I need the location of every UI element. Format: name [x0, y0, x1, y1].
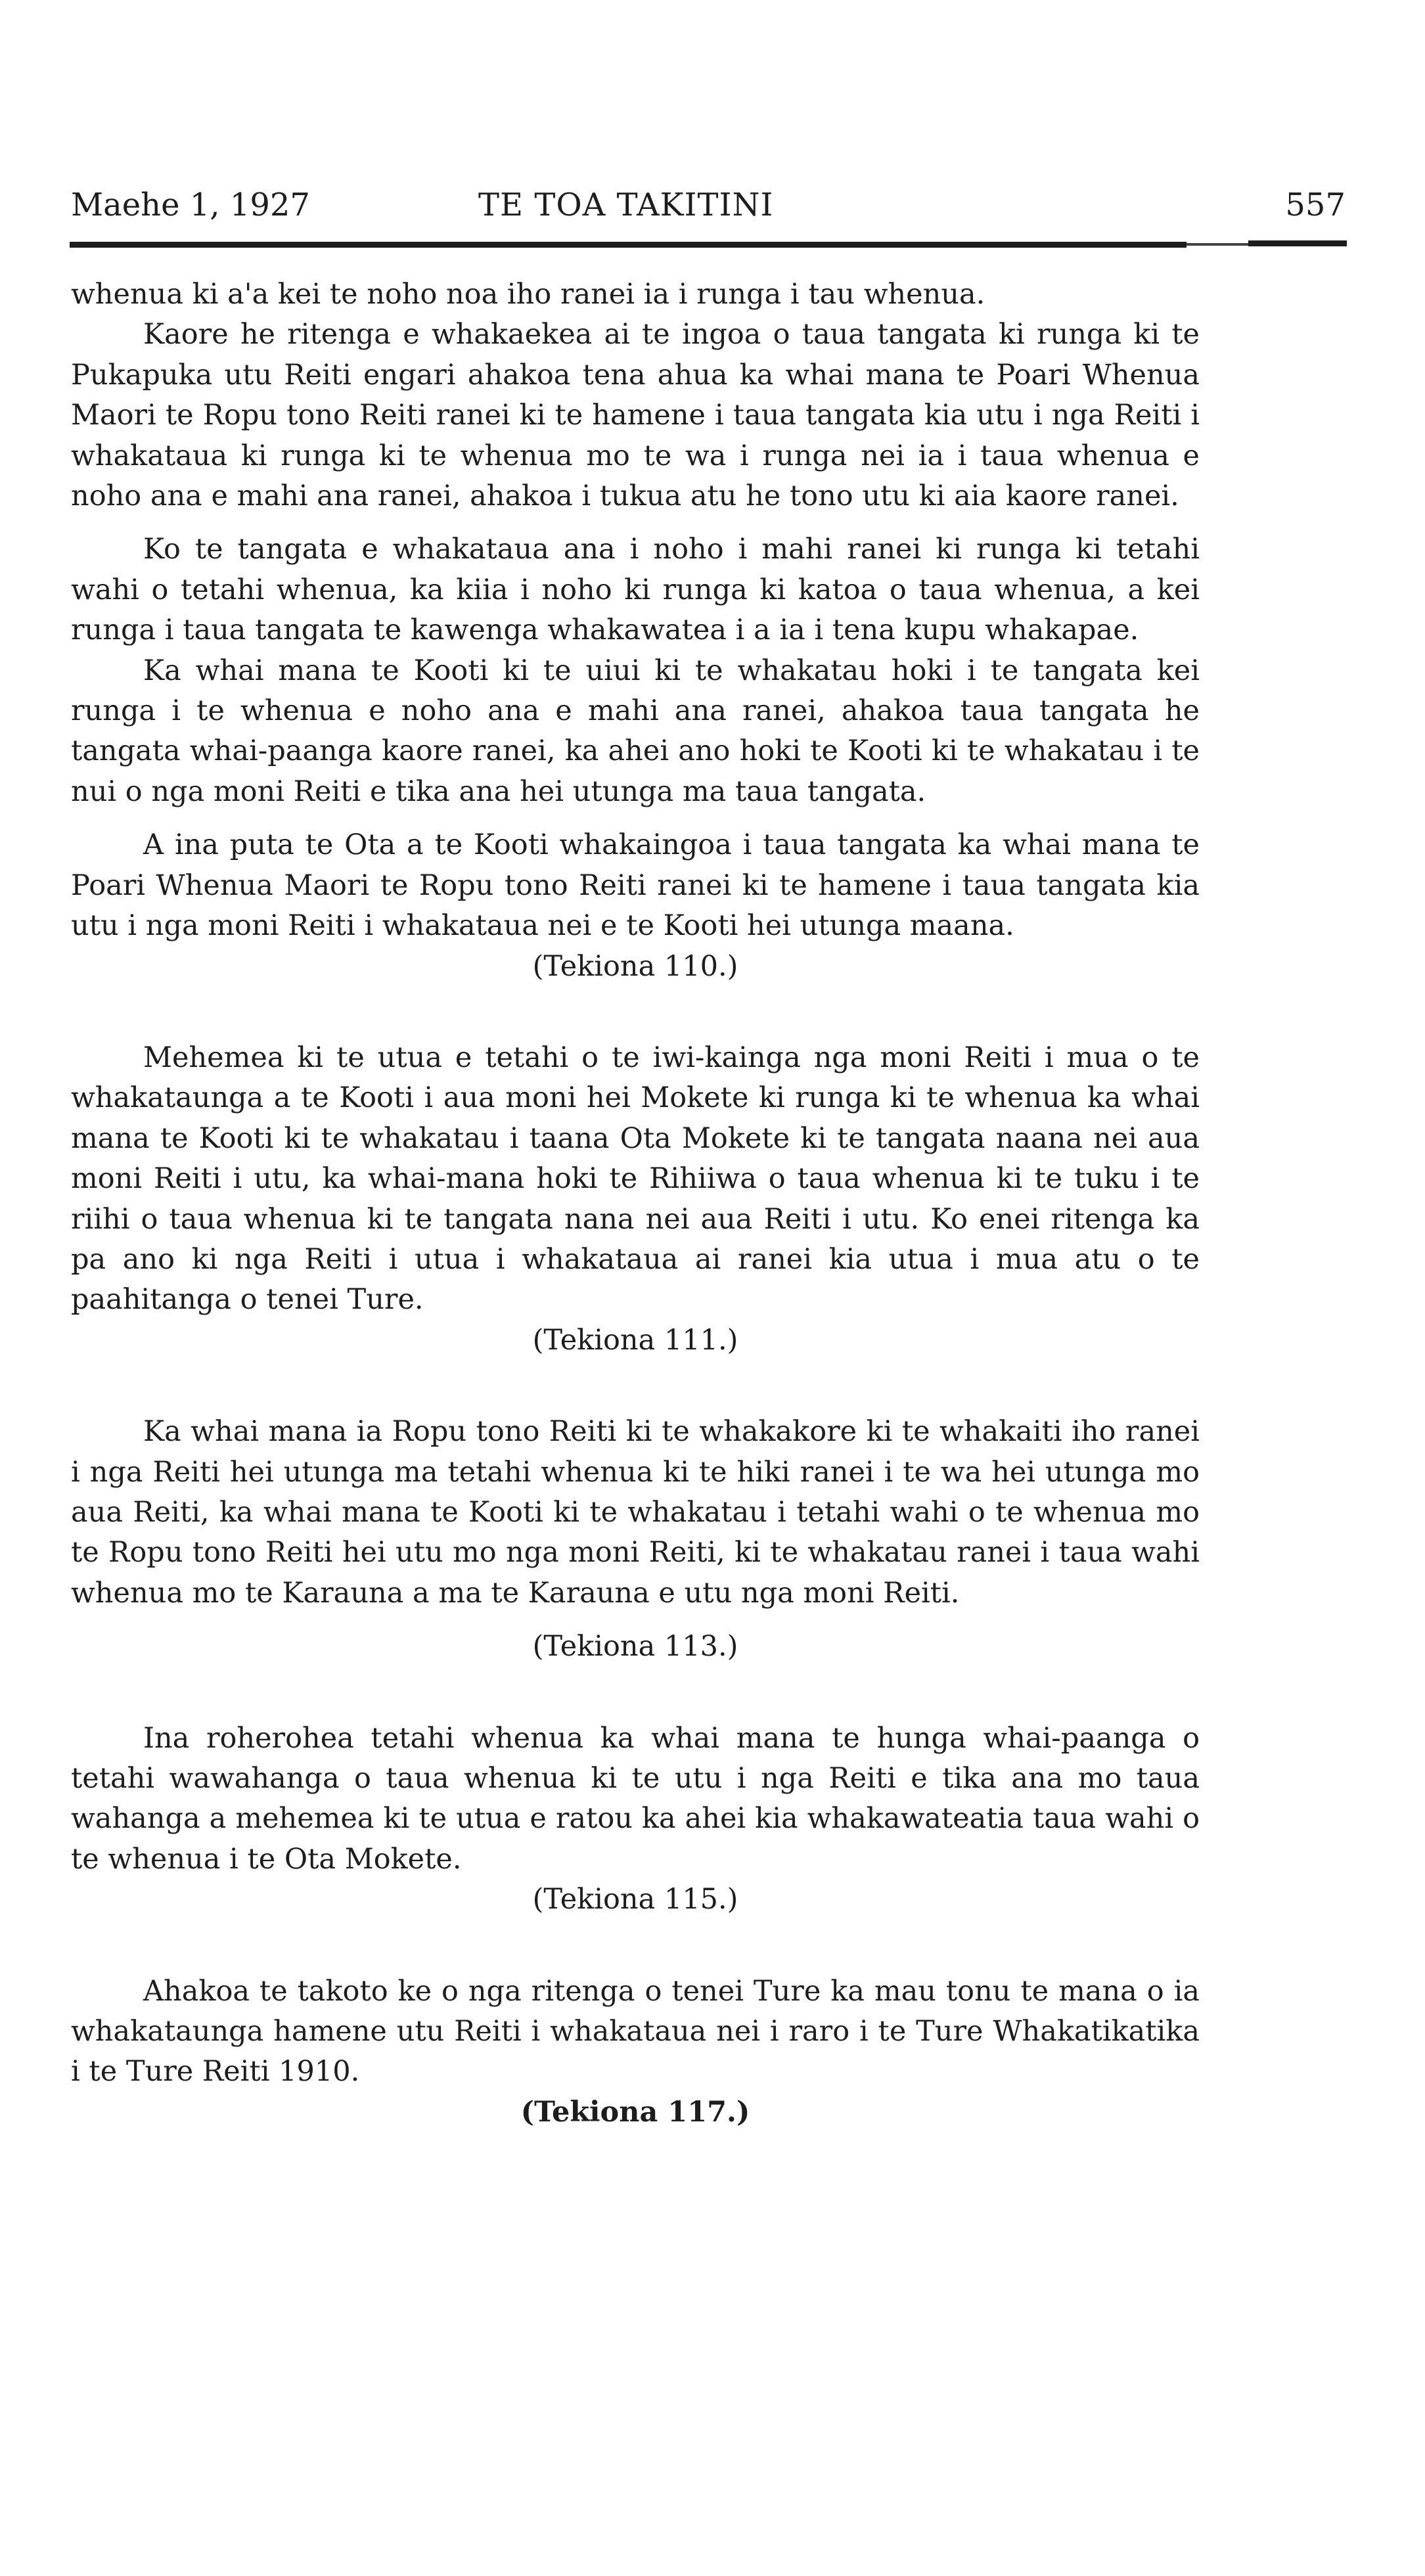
- paragraph: whenua ki a'a kei te noho noa iho ranei ia i runga i tau whenua.: [71, 278, 985, 311]
- paragraph: A ina puta te Ota a te Kooti whakaingoa i taua tangata ka whai mana te Poari Whenua Maori te Ropu tono Reiti ranei ki te hamene i taua tangata kia utu i nga moni Reiti i whakataua nei e te Kooti hei utunga maana.: [71, 828, 1200, 943]
- paragraph: Ka whai mana te Kooti ki te uiui ki te whakatau hoki i te tangata kei runga i te whenua e noho ana e mahi ana ranei, ahakoa taua tangata he tangata whai-paanga kaore ranei, ka ahei ano hoki te Kooti ki te whakatau i te nui o nga moni Reiti e tika ana hei utunga ma taua tangata.: [71, 654, 1200, 808]
- paragraph: Mehemea ki te utua e tetahi o te iwi-kainga nga moni Reiti i mua o te whakataunga a te Kooti i aua moni hei Mokete ki runga ki te whenua ka whai mana te Kooti ki te whakatau i taana Ota Mokete ki te tangata naana nei aua moni Reiti i utu, ka whai-mana hoki te Rihiiwa o taua whenua ki te tuku i te riihi o taua whenua ki te tangata nana nei aua Reiti i utu. Ko enei ritenga ka pa ano ki nga Reiti i utua i whakataua ai ranei kia utua i mua atu o te paahitanga o tenei Ture.: [71, 1041, 1200, 1317]
- running-header: [71, 185, 1346, 231]
- header-rule-end: [1248, 240, 1347, 246]
- section-reference: (Tekiona 110.): [532, 949, 738, 983]
- page-body: [71, 275, 1200, 2133]
- paragraph: Kaore he ritenga e whakaekea ai te ingoa o taua tangata ki runga ki te Pukapuka utu Reiti engari ahakoa tena ahua ka whai mana te Poari Whenua Maori te Ropu tono Reiti ranei ki te hamene i taua tangata kia utu i nga Reiti i whakataua ki runga ki te whenua mo te wa i runga nei ia i taua whenua e noho ana e mahi ana ranei, ahakoa i tukua atu he tono utu ki aia kaore ranei.: [71, 318, 1200, 513]
- paragraph: Ko te tangata e whakataua ana i noho i mahi ranei ki runga ki tetahi wahi o tetahi whenua, ka kiia i noho ki runga ki katoa o taua whenua, a kei runga i taua tangata te kawenga whakawatea i a ia i tena kupu whakapae.: [71, 533, 1200, 647]
- header-date: Maehe 1, 1927: [71, 187, 310, 223]
- header-rule: [70, 242, 1187, 248]
- section-reference: (Tekiona 115.): [532, 1883, 738, 1916]
- header-rule-thin: [1187, 243, 1249, 246]
- paragraph: Ahakoa te takoto ke o nga ritenga o tenei Ture ka mau tonu te mana o ia whakataunga hamene utu Reiti i whakataua nei i raro i te Ture Whakatikatika i te Ture Reiti 1910.: [71, 1974, 1200, 2089]
- header-title: TE TOA TAKITINI: [478, 187, 774, 223]
- paragraph: Ka whai mana ia Ropu tono Reiti ki te whakakore ki te whakaiti iho ranei i nga Reiti hei utunga ma tetahi whenua ki te hiki ranei i te wa hei utunga mo aua Reiti, ka whai mana te Kooti ki te whakatau i tetahi wahi o te whenua mo te Ropu tono Reiti hei utu mo nga moni Reiti, ki te whakatau ranei i taua wahi whenua mo te Karauna a ma te Karauna e utu nga moni Reiti.: [71, 1415, 1200, 1610]
- section-reference: (Tekiona 113.): [532, 1630, 738, 1663]
- section-reference: (Tekiona 117.): [520, 2095, 750, 2129]
- page-number: 557: [1285, 187, 1346, 223]
- section-reference: (Tekiona 111.): [532, 1323, 738, 1357]
- paragraph: Ina roherohea tetahi whenua ka whai mana te hunga whai-paanga o tetahi wawahanga o taua whenua ki te utu i nga Reiti e tika ana mo taua wahanga a mehemea ki te utua e ratou ka ahei kia whakawateatia taua wahi o te whenua i te Ota Mokete.: [71, 1721, 1200, 1876]
